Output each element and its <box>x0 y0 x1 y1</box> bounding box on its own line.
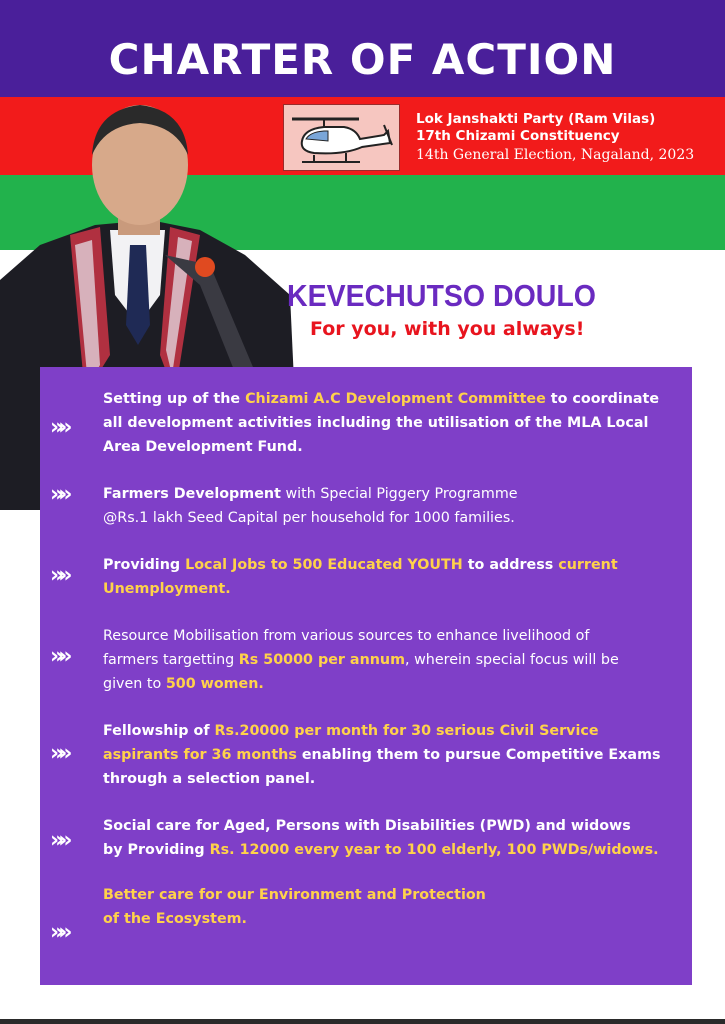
charter-item-line <box>103 719 683 743</box>
helicopter-icon <box>284 105 399 170</box>
highlight-text: of the Ecosystem. <box>103 911 247 927</box>
charter-text: to coordinate <box>545 391 660 407</box>
highlight-text: Chizami A.C Development Committee <box>245 391 546 407</box>
charter-text: through a selection panel. <box>103 771 316 787</box>
chevron-right-icon: »» <box>50 415 67 440</box>
page-title: CHARTER OF ACTION <box>108 35 617 84</box>
charter-item-line <box>103 387 683 411</box>
charter-item-line <box>103 883 683 907</box>
charter-item-line <box>103 648 683 672</box>
chevron-right-icon: »» <box>50 563 67 588</box>
charter-item-text <box>103 387 683 459</box>
chevron-right-icon: »» <box>50 920 67 945</box>
candidate-name: KEVECHUTSO DOULO <box>287 278 596 313</box>
charter-item-line <box>103 907 683 931</box>
charter-item-text <box>103 624 683 696</box>
highlight-text: Rs. 12000 every year to 100 elderly, 100 PWDs/widows. <box>209 842 659 858</box>
charter-item-line <box>103 506 683 530</box>
charter-text: with Special Piggery Programme <box>280 486 518 502</box>
highlight-text: 500 women. <box>165 676 264 692</box>
charter-text: Social care for Aged, Persons with Disabilities (PWD) and widows <box>103 818 631 834</box>
party-name: Lok Janshakti Party (Ram Vilas) <box>416 111 656 127</box>
charter-item-text <box>103 883 683 931</box>
highlight-text: aspirants for 36 months <box>103 747 297 763</box>
highlight-text: Better care for our Environment and Protection <box>103 887 486 903</box>
charter-item-text <box>103 814 683 862</box>
charter-text: , wherein special focus will be <box>405 652 619 668</box>
charter-text: @Rs.1 lakh Seed Capital per household for 1000 families. <box>103 510 515 526</box>
charter-text: Providing <box>103 557 186 573</box>
charter-item-line <box>103 411 683 435</box>
candidate-tagline: For you, with you always! <box>310 318 585 340</box>
party-logo <box>283 104 400 171</box>
highlight-text: Rs.20000 per month for 30 serious Civil Service <box>214 723 599 739</box>
charter-text: farmers targetting <box>103 652 239 668</box>
election-label: 14th General Election, Nagaland, 2023 <box>416 147 695 163</box>
charter-text: given to <box>103 676 166 692</box>
charter-text: Fellowship of <box>103 723 215 739</box>
charter-item-text <box>103 482 683 530</box>
charter-text: to address <box>462 557 559 573</box>
charter-item-line <box>103 814 683 838</box>
charter-item-text <box>103 719 683 791</box>
charter-text: all development activities including the utilisation of the MLA Local <box>103 415 649 431</box>
highlight-text: Local Jobs to 500 Educated YOUTH <box>185 557 463 573</box>
charter-item-line <box>103 624 683 648</box>
charter-text: Resource Mobilisation from various sources to enhance livelihood of <box>103 628 590 644</box>
charter-text: Farmers Development <box>103 486 281 502</box>
chevron-right-icon: »» <box>50 741 67 766</box>
charter-item-line <box>103 767 683 791</box>
chevron-right-icon: »» <box>50 482 67 507</box>
charter-item-line <box>103 577 683 601</box>
charter-panel <box>40 367 692 985</box>
chevron-right-icon: »» <box>50 828 67 853</box>
chevron-right-icon: »» <box>50 644 67 669</box>
charter-item-line <box>103 553 683 577</box>
charter-text: by Providing <box>103 842 210 858</box>
constituency-name: 17th Chizami Constituency <box>416 128 620 144</box>
charter-text: Setting up of the <box>103 391 246 407</box>
charter-text: Area Development Fund. <box>103 439 303 455</box>
charter-item-text <box>103 553 683 601</box>
bottom-border <box>0 1019 725 1024</box>
charter-item-line <box>103 743 683 767</box>
highlight-text: current <box>558 557 618 573</box>
highlight-text: Rs 50000 per annum <box>238 652 406 668</box>
charter-item-line <box>103 482 683 506</box>
charter-item-line <box>103 435 683 459</box>
charter-text: enabling them to pursue Competitive Exams <box>296 747 661 763</box>
highlight-text: Unemployment. <box>103 581 231 597</box>
charter-item-line <box>103 838 683 862</box>
charter-item-line <box>103 672 683 696</box>
